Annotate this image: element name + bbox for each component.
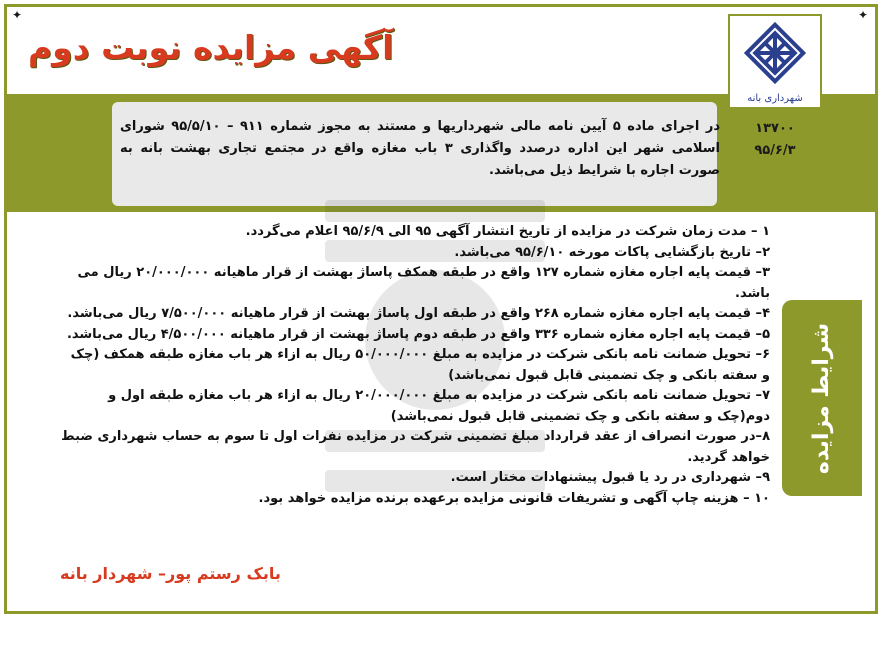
municipality-emblem-icon <box>738 20 812 90</box>
condition-item: ۴– قیمت پایه اجاره مغازه شماره ۲۶۸ واقع در طبقه اول پاساژ بهشت از قرار ماهیانه ۷/۵۰۰/۰۰۰ ریال می‌باشد. <box>67 306 770 321</box>
reference-date: ۹۵/۶/۳ <box>754 143 796 158</box>
reference-block <box>730 118 820 162</box>
condition-item: ۳– قیمت پایه اجاره مغازه شماره ۱۲۷ واقع در طبقه همکف پاساژ بهشت از قرار ماهیانه ۲۰/۰۰۰/۰۰۰ ریال می باشد. <box>77 265 770 301</box>
condition-item: ۲– تاریخ بازگشایی پاکات مورخه ۹۵/۶/۱۰ می‌باشد. <box>454 244 770 260</box>
logo-caption: شهرداری بانه <box>747 93 803 104</box>
condition-item: ۵– قیمت پایه اجاره مغازه شماره ۳۳۶ واقع در طبقه دوم پاساژ بهشت از قرار ماهیانه ۴/۵۰۰/۰۰۰ ریال می‌باشد. <box>66 326 770 342</box>
condition-item: ۱۰ – هزینه چاپ آگهی و تشریفات قانونی مزایده برعهده برنده مزایده خواهد بود. <box>258 490 770 506</box>
municipality-logo <box>728 14 822 109</box>
condition-item: ۶– تحویل ضمانت نامه بانکی شرکت در مزایده به مبلغ ۵۰/۰۰۰/۰۰۰ ریال به ازاء هر باب مغازه طبقه همکف (چک و سفته بانکی و چک تضمینی قابل قبول نمی‌باشد) <box>70 347 770 383</box>
signature: بابک رستم پور– شهردار بانه <box>60 564 281 583</box>
condition-item: ۸–در صورت انصراف از عقد قرارداد مبلغ تضمینی شرکت در مزایده نفرات اول تا سوم به حساب شهرداری ضبط خواهد گردید. <box>61 429 770 465</box>
condition-item: ۷– تحویل ضمانت نامه بانکی شرکت در مزایده به مبلغ ۲۰/۰۰۰/۰۰۰ ریال به ازاء هر باب مغازه طبقه اول و دوم(چک و سفته بانکی و چک تضمینی قابل قبول نمی‌باشد) <box>108 388 770 424</box>
condition-item: ۹– شهرداری در رد یا قبول پیشنهادات مختار است. <box>450 470 770 485</box>
side-panel <box>782 300 862 496</box>
conditions-list <box>60 222 770 509</box>
title-area <box>20 22 394 84</box>
corner-ornament-icon: ✦ <box>12 8 23 22</box>
reference-number: ۱۳۷۰۰ <box>755 121 795 136</box>
intro-paragraph: در اجرای ماده ۵ آیین نامه مالی شهرداریها و مستند به مجوز شماره ۹۱۱ – ۹۵/۵/۱۰ شورای اسلامی شهر این اداره درصدد واگذاری ۳ باب مغازه واقع در مجتمع تجاری بهشت بانه به صورت اجاره با شرایط ذیل می‌باشد. <box>120 119 721 178</box>
side-panel-label: شرایط مزایده <box>809 322 835 474</box>
page-title: آگهی مزایده نوبت دوم <box>28 28 394 67</box>
corner-ornament-icon: ✦ <box>858 8 869 22</box>
condition-item: ۱ – مدت زمان شرکت در مزایده از تاریخ انتشار آگهی ۹۵ الی ۹۵/۶/۹ اعلام می‌گردد. <box>245 224 770 239</box>
